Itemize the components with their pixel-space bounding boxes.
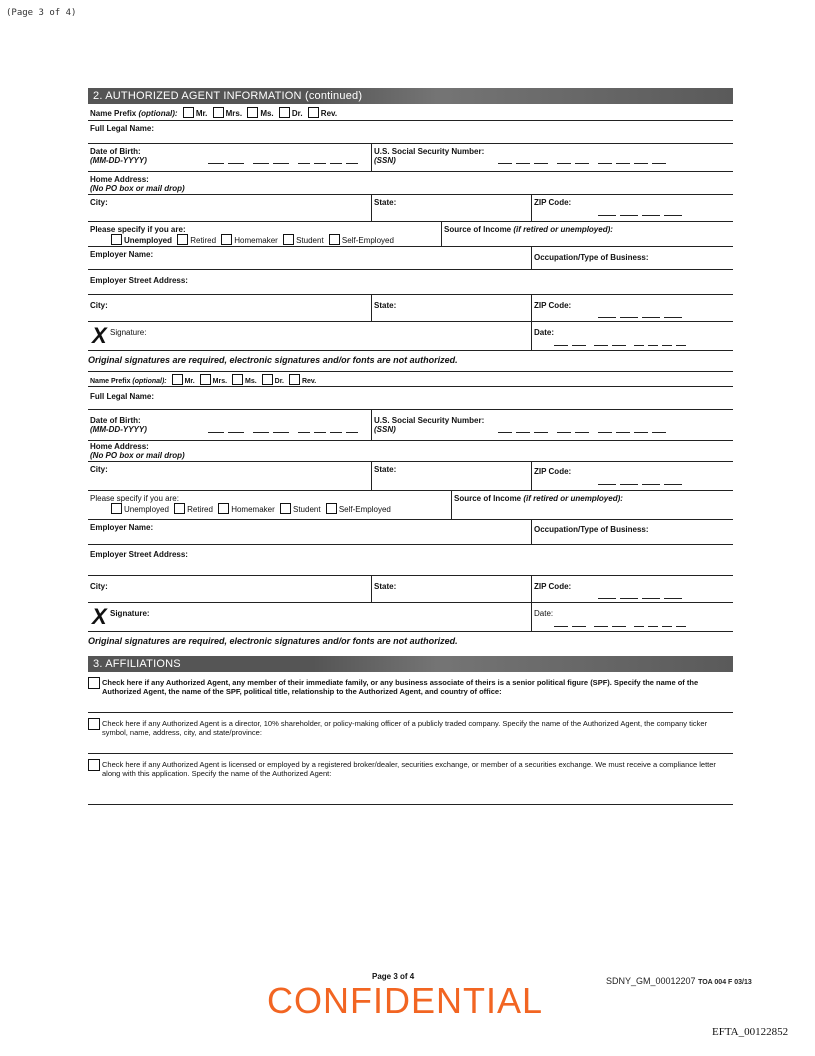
bates-number: SDNY_GM_00012207 TOA 004 F 03/13	[606, 976, 752, 986]
home-address-field-2[interactable]: Home Address: (No PO box or mail drop)	[88, 441, 733, 462]
confidential-stamp: CONFIDENTIAL	[267, 980, 544, 1021]
status-retired-checkbox[interactable]	[177, 234, 188, 245]
prefix-dr-checkbox-2[interactable]	[262, 374, 273, 385]
employer-state-field[interactable]: State:	[371, 295, 532, 321]
dob-ssn-row	[88, 144, 733, 172]
dob-ssn-row-2	[88, 410, 733, 441]
signature-row-2	[88, 603, 733, 632]
occupation-field-2[interactable]: Occupation/Type of Business:	[531, 520, 733, 544]
home-address-field[interactable]: Home Address: (No PO box or mail drop)	[88, 172, 733, 195]
prefix-dr-checkbox[interactable]	[279, 107, 290, 118]
full-legal-name-field[interactable]: Full Legal Name:	[88, 121, 733, 144]
footer-page-number: Page 3 of 4	[372, 972, 415, 981]
city-state-zip-row-2	[88, 462, 733, 491]
prefix-ms-checkbox[interactable]	[247, 107, 258, 118]
city-field-2[interactable]: City:	[90, 465, 108, 474]
affiliation-spf-checkbox[interactable]	[88, 677, 100, 689]
status-field-2: Please specify if you are: Unemployed Retired Homemaker Student Self-Employed	[90, 494, 391, 514]
page-marker: (Page 3 of 4)	[6, 8, 77, 18]
status-student-checkbox[interactable]	[283, 234, 294, 245]
employer-city-row	[88, 295, 733, 322]
status-homemaker-checkbox[interactable]	[221, 234, 232, 245]
employer-name-field-2[interactable]: Employer Name:	[90, 523, 154, 532]
employer-city-row-2	[88, 576, 733, 603]
ssn-field-2[interactable]: U.S. Social Security Number: (SSN)	[371, 410, 733, 440]
dob-field[interactable]: Date of Birth: (MM-DD-YYYY)	[88, 144, 371, 171]
affiliation-spf: Check here if any Authorized Agent, any member of their immediate family, or any business associate of theirs is a senior political figure (SPF). Specify the name of the Authorized Agent, the name of the SPF, political title, relationship to the Authorized Agent, and country of office:	[88, 672, 733, 713]
status-retired-checkbox-2[interactable]	[174, 503, 185, 514]
section-3-header: 3. AFFILIATIONS	[88, 656, 733, 672]
employer-city-field[interactable]: City:	[90, 301, 108, 310]
employer-zip-field[interactable]: ZIP Code:	[531, 295, 733, 321]
status-income-row-2	[88, 491, 733, 520]
agent-block-1	[88, 104, 733, 371]
status-student-checkbox-2[interactable]	[280, 503, 291, 514]
city-field[interactable]: City:	[90, 198, 108, 207]
prefix-mr-checkbox[interactable]	[183, 107, 194, 118]
employer-city-field-2[interactable]: City:	[90, 582, 108, 591]
signature-x-mark: X	[92, 323, 107, 348]
dob-field-2[interactable]: Date of Birth: (MM-DD-YYYY)	[88, 410, 371, 440]
signature-field-2[interactable]: X Signature:	[92, 604, 150, 629]
signature-field[interactable]: X Signature:	[92, 323, 147, 348]
efta-number: EFTA_00122852	[712, 1026, 789, 1038]
signature-notice-1: Original signatures are required, electronic signatures and/or fonts are not authorized.	[88, 355, 458, 365]
signature-notice-2: Original signatures are required, electronic signatures and/or fonts are not authorized.	[88, 636, 458, 646]
zip-field-2[interactable]: ZIP Code:	[531, 462, 733, 490]
zip-field[interactable]: ZIP Code:	[531, 195, 733, 221]
occupation-field[interactable]: Occupation/Type of Business:	[531, 247, 733, 269]
prefix-ms-checkbox-2[interactable]	[232, 374, 243, 385]
status-income-row	[88, 222, 733, 247]
affiliation-broker-dealer: Check here if any Authorized Agent is licensed or employed by a registered broker/dealer, securities exchange, or member of a securities exchange. We must receive a compliance letter along with this application. Specify the name of the Authorized Agent:	[88, 754, 733, 805]
income-source-field[interactable]: Source of Income (if retired or unemployed):	[441, 222, 733, 246]
employer-street-field[interactable]: Employer Street Address:	[88, 270, 733, 295]
ssn-field[interactable]: U.S. Social Security Number: (SSN)	[371, 144, 733, 171]
signature-date-field-2[interactable]: Date:	[531, 603, 733, 631]
status-unemployed-checkbox-2[interactable]	[111, 503, 122, 514]
section-2-header: 2. AUTHORIZED AGENT INFORMATION (continued)	[88, 88, 733, 104]
state-field[interactable]: State:	[371, 195, 532, 221]
status-self-employed-checkbox[interactable]	[329, 234, 340, 245]
employer-row	[88, 247, 733, 270]
prefix-rev-checkbox[interactable]	[308, 107, 319, 118]
affiliation-public-company-checkbox[interactable]	[88, 718, 100, 730]
status-field: Please specify if you are: Unemployed Retired Homemaker Student Self-Employed	[90, 225, 394, 245]
agent-block-2	[88, 371, 733, 652]
state-field-2[interactable]: State:	[371, 462, 532, 490]
signature-x-mark-2: X	[92, 604, 107, 629]
prefix-mrs-checkbox-2[interactable]	[200, 374, 211, 385]
prefix-mr-checkbox-2[interactable]	[172, 374, 183, 385]
name-prefix-row-2: Name Prefix (optional): Mr. Mrs. Ms. Dr. Rev.	[88, 371, 733, 387]
income-source-field-2[interactable]: Source of Income (if retired or unemployed):	[451, 491, 733, 519]
prefix-rev-checkbox-2[interactable]	[289, 374, 300, 385]
affiliation-broker-dealer-checkbox[interactable]	[88, 759, 100, 771]
prefix-mrs-checkbox[interactable]	[213, 107, 224, 118]
status-homemaker-checkbox-2[interactable]	[218, 503, 229, 514]
affiliation-public-company: Check here if any Authorized Agent is a director, 10% shareholder, or policy-making officer of a publicly traded company. Specify the name of the Authorized Agent, the company ticker symbol, name, address, city, and state/province:	[88, 713, 733, 754]
employer-street-field-2[interactable]: Employer Street Address:	[88, 545, 733, 576]
signature-date-field[interactable]: Date:	[531, 322, 733, 350]
city-state-zip-row	[88, 195, 733, 222]
status-self-employed-checkbox-2[interactable]	[326, 503, 337, 514]
employer-row-2	[88, 520, 733, 545]
application-form	[88, 88, 733, 805]
name-prefix-row: Name Prefix (optional): Mr. Mrs. Ms. Dr. Rev.	[88, 104, 733, 121]
employer-zip-field-2[interactable]: ZIP Code:	[531, 576, 733, 602]
status-unemployed-checkbox[interactable]	[111, 234, 122, 245]
full-legal-name-field-2[interactable]: Full Legal Name:	[88, 387, 733, 410]
signature-row	[88, 322, 733, 351]
employer-name-field[interactable]: Employer Name:	[90, 250, 154, 259]
employer-state-field-2[interactable]: State:	[371, 576, 532, 602]
